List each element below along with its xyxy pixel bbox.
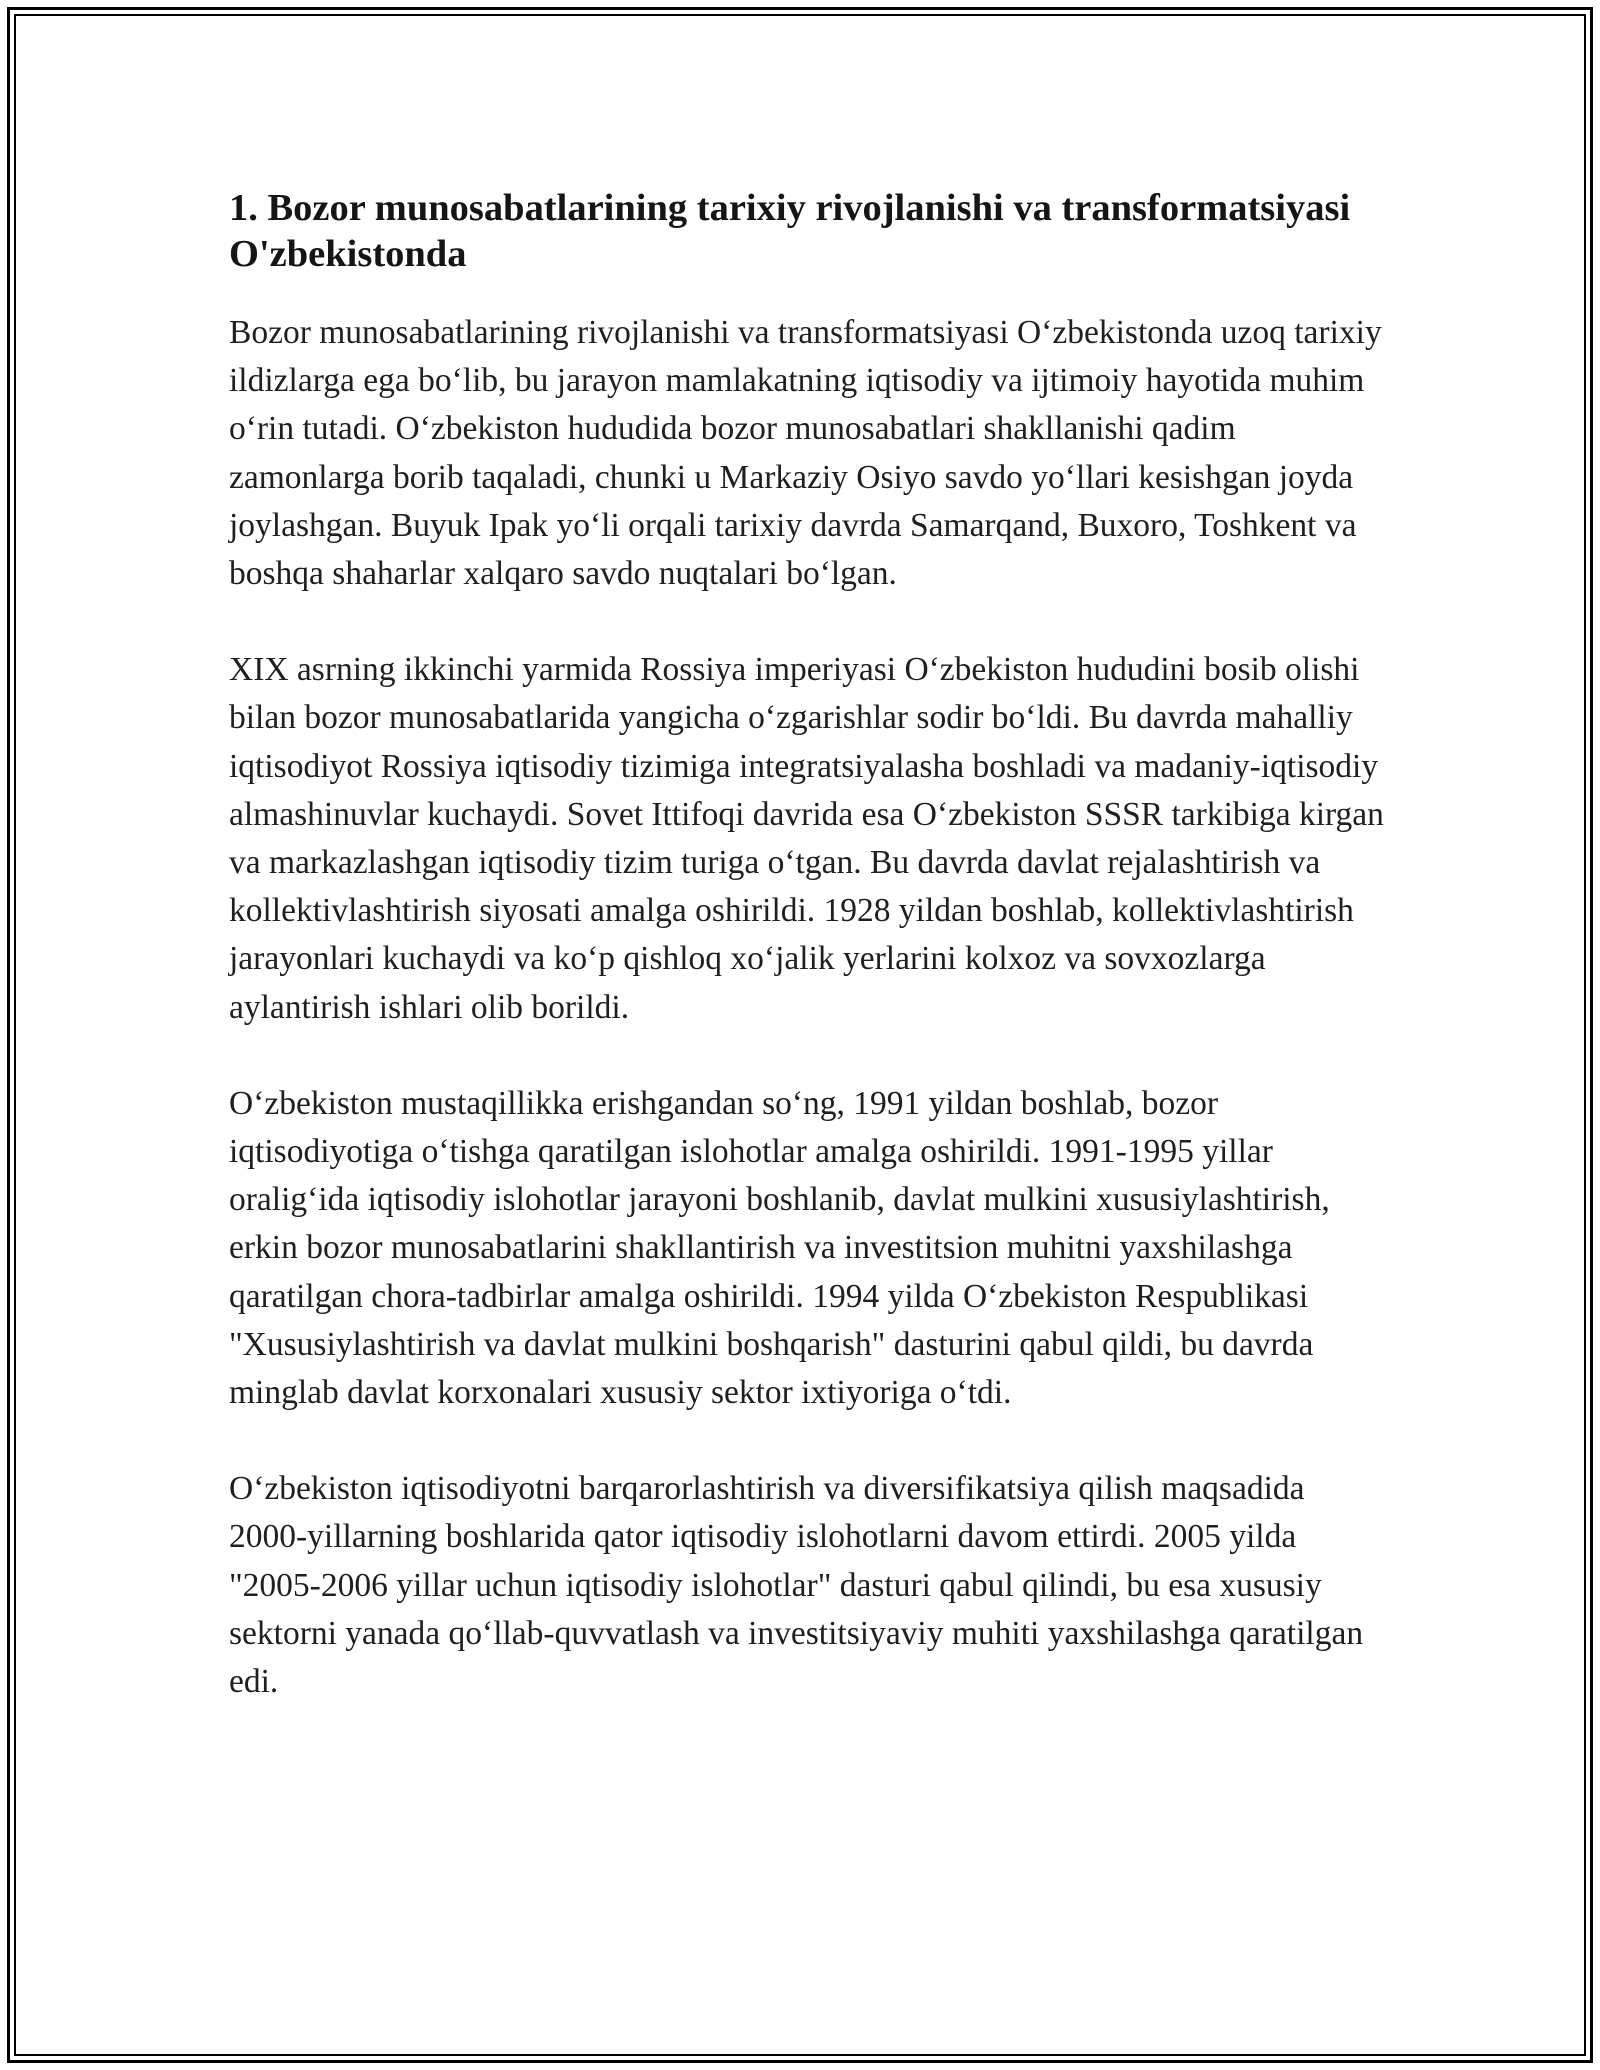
paragraph-1: Bozor munosabatlarining rivojlanishi va transformatsiyasi O‘zbekistonda uzoq tarixiy ildizlarga ega bo‘lib, bu jarayon mamlakatning iqtisodiy va ijtimoiy hayotida muhim o‘rin tutadi. O‘zbekiston hududida bozor munosabatlari shakllanishi qadim zamonlarga borib taqaladi, chunki u Markaziy Osiyo savdo yo‘llari kesishgan joyda joylashgan. Buyuk Ipak yo‘li orqali tarixiy davrda Samarqand, Buxoro, Toshkent va boshqa shaharlar xalqaro savdo nuqtalari bo‘lgan. [229,314,1382,593]
paragraph-2: XIX asrning ikkinchi yarmida Rossiya imperiyasi O‘zbekiston hududini bosib olishi bilan bozor munosabatlarida yangicha o‘zgarishlar sodir bo‘ldi. Bu davrda mahalliy iqtisodiyot Rossiya iqtisodiy tizimiga integratsiyalasha boshladi va madaniy-iqtisodiy almashinuvlar kuchaydi. Sovet Ittifoqi davrida esa O‘zbekiston SSSR tarkibiga kirgan va markazlashgan iqtisodiy tizim turiga o‘tgan. Bu davrda davlat rejalashtirish va kollektivlashtirish siyosati amalga oshirildi. 1928 yildan boshlab, kollektivlashtirish jarayonlari kuchaydi va ko‘p qishloq xo‘jalik yerlarini kolxoz va sovxozlarga aylantirish ishlari olib borildi. [229,651,1384,1026]
section-heading: 1. Bozor munosabatlarining tarixiy rivojlanishi va transformatsiyasi O'zbekistonda [229,187,1351,275]
paragraph-4: O‘zbekiston iqtisodiyotni barqarorlashtirish va diversifikatsiya qilish maqsadida 2000-yillarning boshlarida qator iqtisodiy islohotlarni davom ettirdi. 2005 yilda "2005-2006 yillar uchun iqtisodiy islohotlar" dasturi qabul qilindi, bu esa xususiy sektorni yanada qo‘llab-quvvatlash va investitsiyaviy muhiti yaxshilashga qaratilgan edi. [229,1470,1364,1701]
paragraph-3: O‘zbekiston mustaqillikka erishgandan so‘ng, 1991 yildan boshlab, bozor iqtisodiyotiga o‘tishga qaratilgan islohotlar amalga oshirildi. 1991-1995 yillar oralig‘ida iqtisodiy islohotlar jarayoni boshlanib, davlat mulkini xususiylashtirish, erkin bozor munosabatlarini shakllantirish va investitsion muhitni yaxshilashga qaratilgan chora-tadbirlar amalga oshirildi. 1994 yilda O‘zbekiston Respublikasi "Xususiylashtirish va davlat mulkini boshqarish" dasturini qabul qildi, bu davrda minglab davlat korxonalari xususiy sektor ixtiyoriga o‘tdi. [229,1084,1330,1412]
document-body [229,185,1389,1754]
